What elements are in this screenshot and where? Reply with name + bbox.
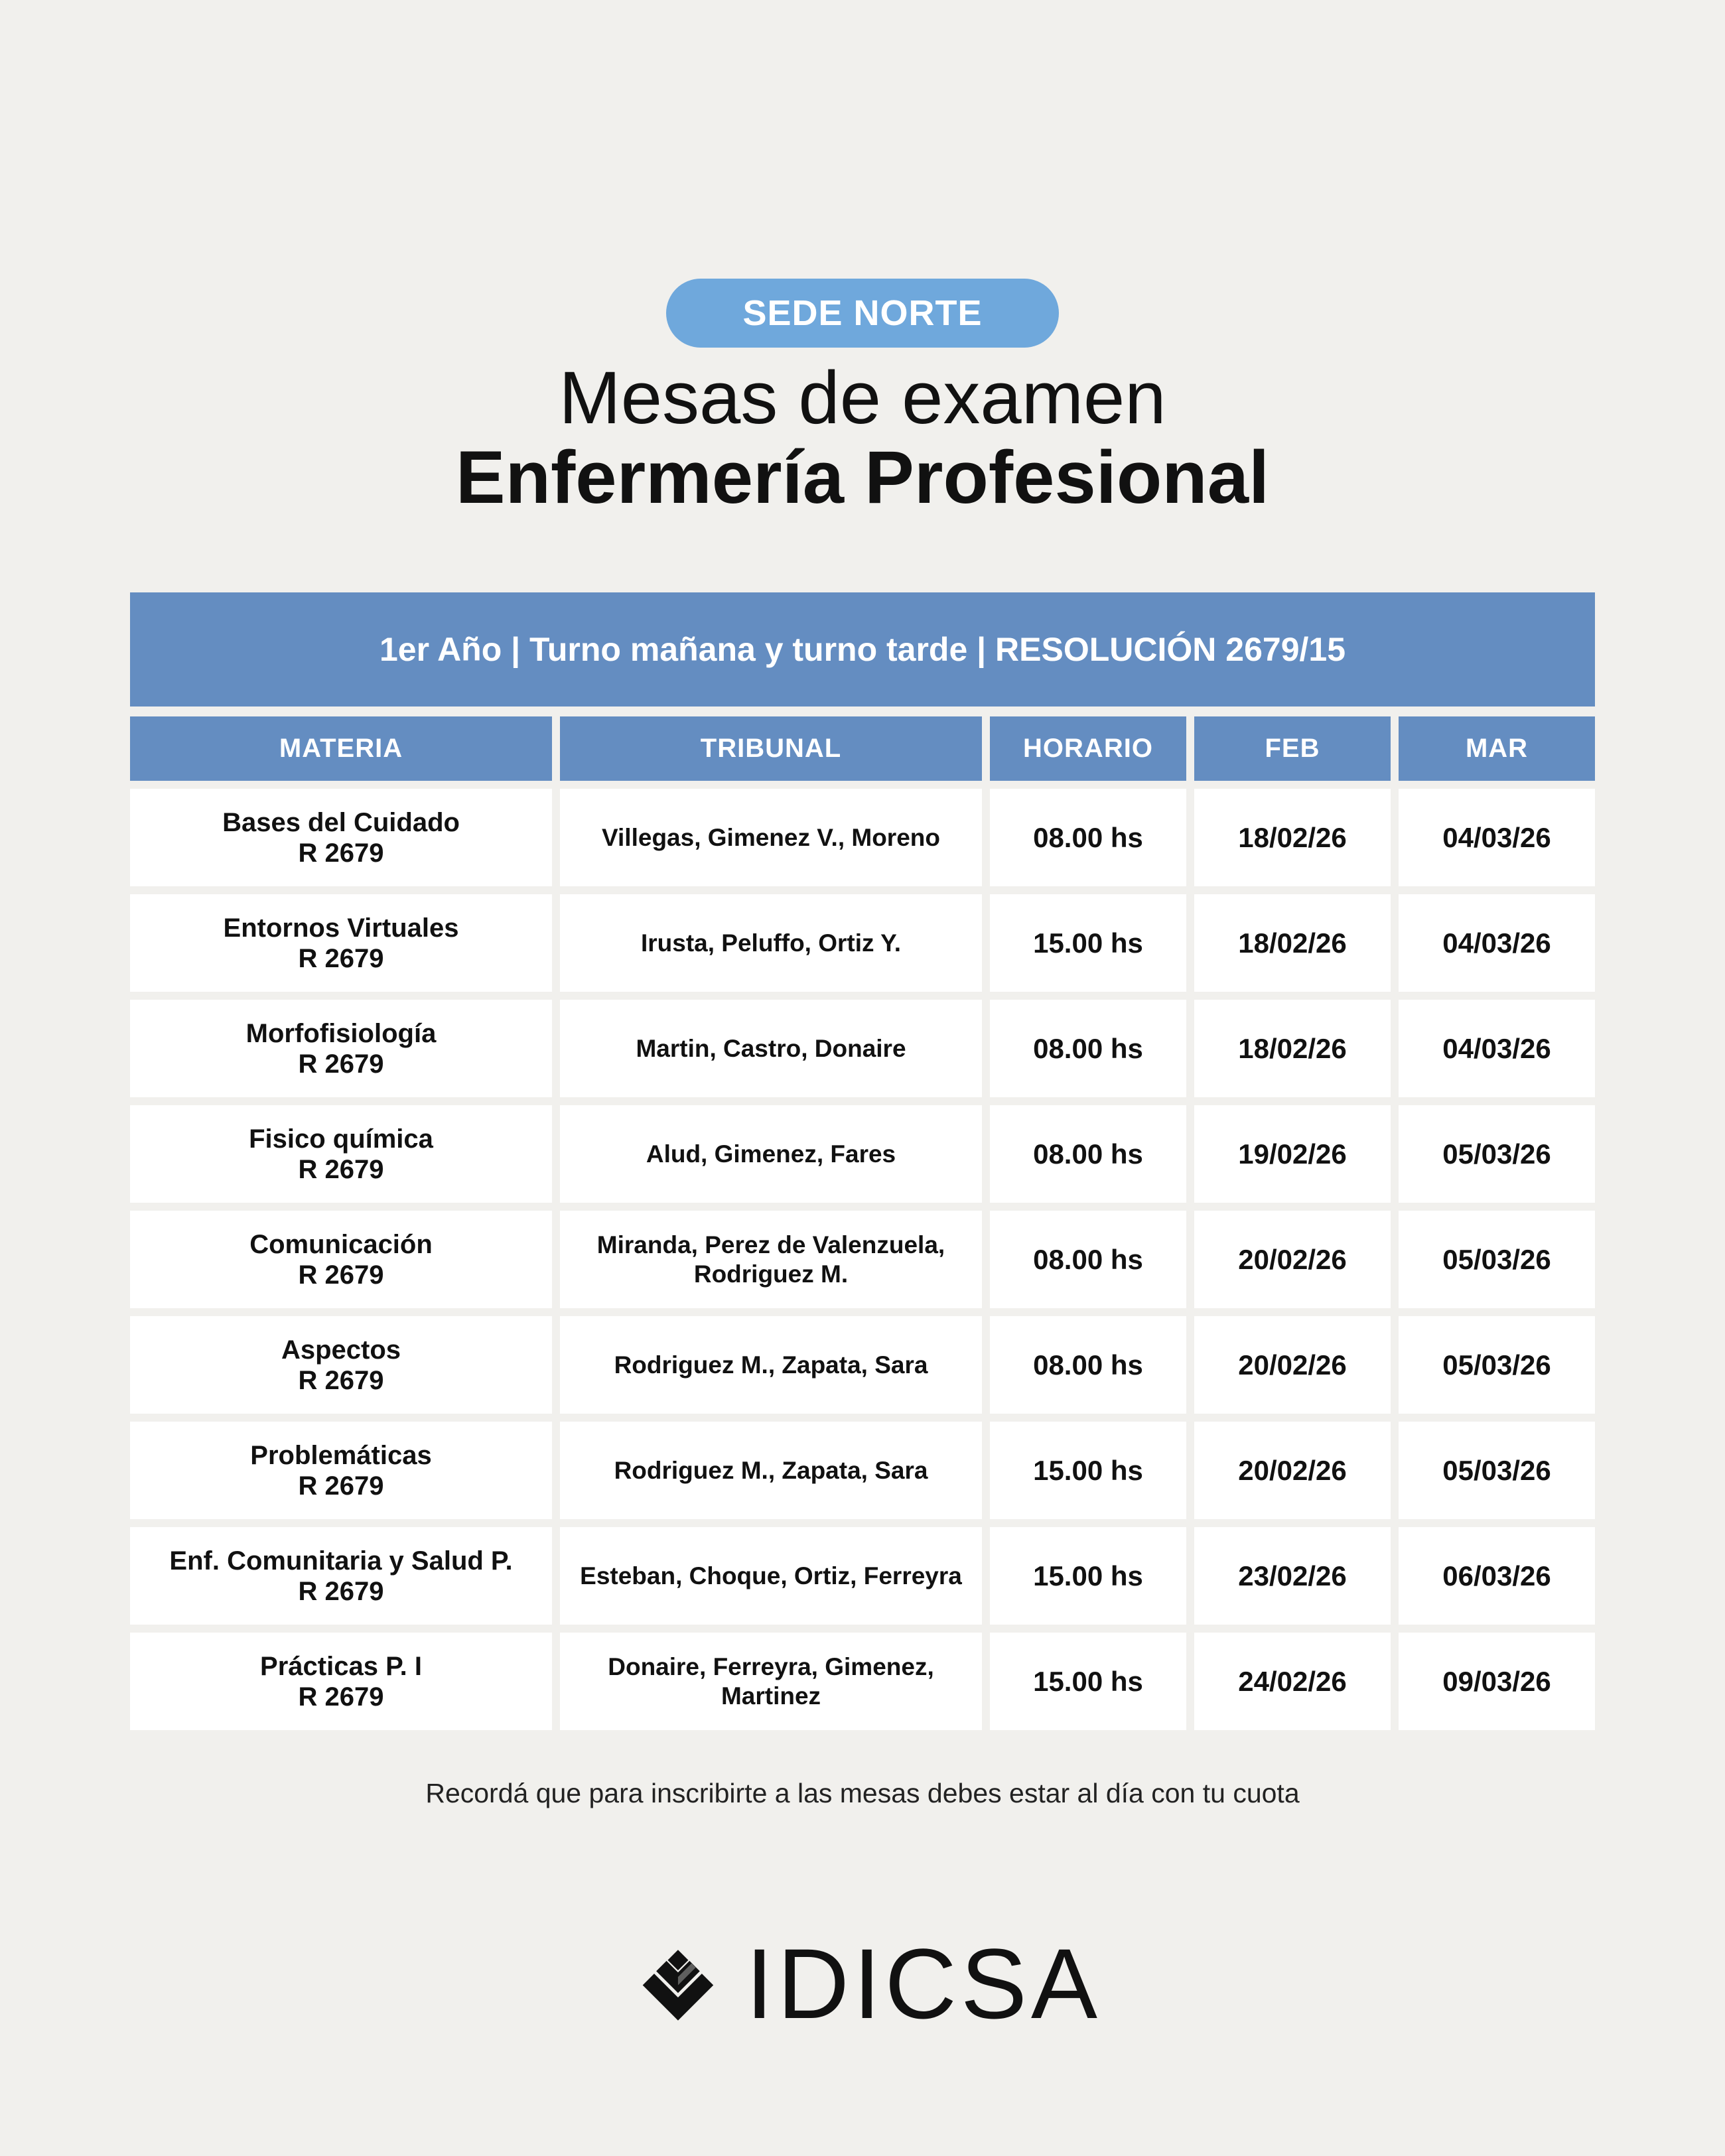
materia-resolucion: R 2679 (298, 838, 384, 868)
mar-date-cell: 04/03/26 (1399, 894, 1595, 992)
horario-cell: 08.00 hs (990, 1000, 1186, 1097)
feb-date-cell: 18/02/26 (1194, 789, 1391, 886)
table-banner-label: 1er Año | Turno mañana y turno tarde | RESOLUCIÓN 2679/15 (379, 631, 1346, 668)
column-header-mar: MAR (1399, 716, 1595, 781)
materia-resolucion: R 2679 (298, 1049, 384, 1079)
materia-name: Fisico química (249, 1124, 433, 1154)
feb-date-cell: 24/02/26 (1194, 1633, 1391, 1730)
tribunal-cell: Rodriguez M., Zapata, Sara (560, 1316, 982, 1414)
materia-resolucion: R 2679 (298, 1471, 384, 1501)
mar-date-cell: 05/03/26 (1399, 1211, 1595, 1308)
tribunal-cell: Martin, Castro, Donaire (560, 1000, 982, 1097)
horario-cell: 08.00 hs (990, 1211, 1186, 1308)
materia-resolucion: R 2679 (298, 1365, 384, 1395)
feb-date-cell: 20/02/26 (1194, 1211, 1391, 1308)
materia-name: Enf. Comunitaria y Salud P. (169, 1546, 513, 1576)
materia-resolucion: R 2679 (298, 1154, 384, 1184)
brand-name: IDICSA (745, 1928, 1101, 2039)
mar-date-cell: 04/03/26 (1399, 789, 1595, 886)
materia-name: Entornos Virtuales (223, 913, 459, 943)
tribunal-cell: Miranda, Perez de Valenzuela, Rodriguez M. (560, 1211, 982, 1308)
materia-name: Morfofisiología (245, 1018, 437, 1048)
materia-resolucion: R 2679 (298, 1260, 384, 1290)
feb-date-cell: 18/02/26 (1194, 894, 1391, 992)
horario-cell: 15.00 hs (990, 894, 1186, 992)
materia-cell (130, 1633, 552, 1730)
materia-cell (130, 894, 552, 992)
horario-cell: 15.00 hs (990, 1527, 1186, 1625)
idicsa-logo-icon (637, 1917, 719, 2050)
mar-date-cell: 06/03/26 (1399, 1527, 1595, 1625)
column-header-materia: MATERIA (130, 716, 552, 781)
feb-date-cell: 20/02/26 (1194, 1422, 1391, 1519)
tribunal-cell: Alud, Gimenez, Fares (560, 1105, 982, 1203)
materia-resolucion: R 2679 (298, 943, 384, 973)
feb-date-cell: 18/02/26 (1194, 1000, 1391, 1097)
tribunal-cell: Esteban, Choque, Ortiz, Ferreyra (560, 1527, 982, 1625)
mar-date-cell: 09/03/26 (1399, 1633, 1595, 1730)
exam-table (130, 716, 1595, 1738)
mar-date-cell: 05/03/26 (1399, 1105, 1595, 1203)
horario-cell: 08.00 hs (990, 1105, 1186, 1203)
tribunal-cell: Donaire, Ferreyra, Gimenez, Martinez (560, 1633, 982, 1730)
mar-date-cell: 05/03/26 (1399, 1422, 1595, 1519)
mar-date-cell: 04/03/26 (1399, 1000, 1595, 1097)
horario-cell: 08.00 hs (990, 789, 1186, 886)
horario-cell: 15.00 hs (990, 1633, 1186, 1730)
materia-cell (130, 1527, 552, 1625)
materia-cell (130, 1000, 552, 1097)
table-banner (130, 592, 1595, 707)
materia-name: Prácticas P. I (260, 1651, 422, 1681)
horario-cell: 08.00 hs (990, 1316, 1186, 1414)
materia-cell (130, 1211, 552, 1308)
materia-cell (130, 1105, 552, 1203)
materia-name: Bases del Cuidado (222, 807, 460, 837)
materia-cell (130, 1422, 552, 1519)
horario-cell: 15.00 hs (990, 1422, 1186, 1519)
payment-reminder-note: Recordá que para inscribirte a las mesas debes estar al día con tu cuota (425, 1778, 1300, 1808)
materia-resolucion: R 2679 (298, 1576, 384, 1606)
mar-date-cell: 05/03/26 (1399, 1316, 1595, 1414)
feb-date-cell: 23/02/26 (1194, 1527, 1391, 1625)
materia-resolucion: R 2679 (298, 1682, 384, 1712)
column-header-feb: FEB (1194, 716, 1391, 781)
campus-badge-label: SEDE NORTE (742, 293, 983, 333)
page-title-line1: Mesas de examen (559, 356, 1166, 439)
feb-date-cell: 19/02/26 (1194, 1105, 1391, 1203)
feb-date-cell: 20/02/26 (1194, 1316, 1391, 1414)
materia-name: Aspectos (281, 1335, 401, 1365)
page-title-line2: Enfermería Profesional (455, 436, 1270, 519)
campus-badge (666, 279, 1059, 348)
tribunal-cell: Irusta, Peluffo, Ortiz Y. (560, 894, 982, 992)
brand-logo (637, 1917, 1101, 2050)
materia-name: Comunicación (249, 1229, 433, 1259)
column-header-horario: HORARIO (990, 716, 1186, 781)
tribunal-cell: Rodriguez M., Zapata, Sara (560, 1422, 982, 1519)
materia-cell (130, 789, 552, 886)
tribunal-cell: Villegas, Gimenez V., Moreno (560, 789, 982, 886)
column-header-tribunal: TRIBUNAL (560, 716, 982, 781)
materia-name: Problemáticas (250, 1440, 432, 1470)
materia-cell (130, 1316, 552, 1414)
